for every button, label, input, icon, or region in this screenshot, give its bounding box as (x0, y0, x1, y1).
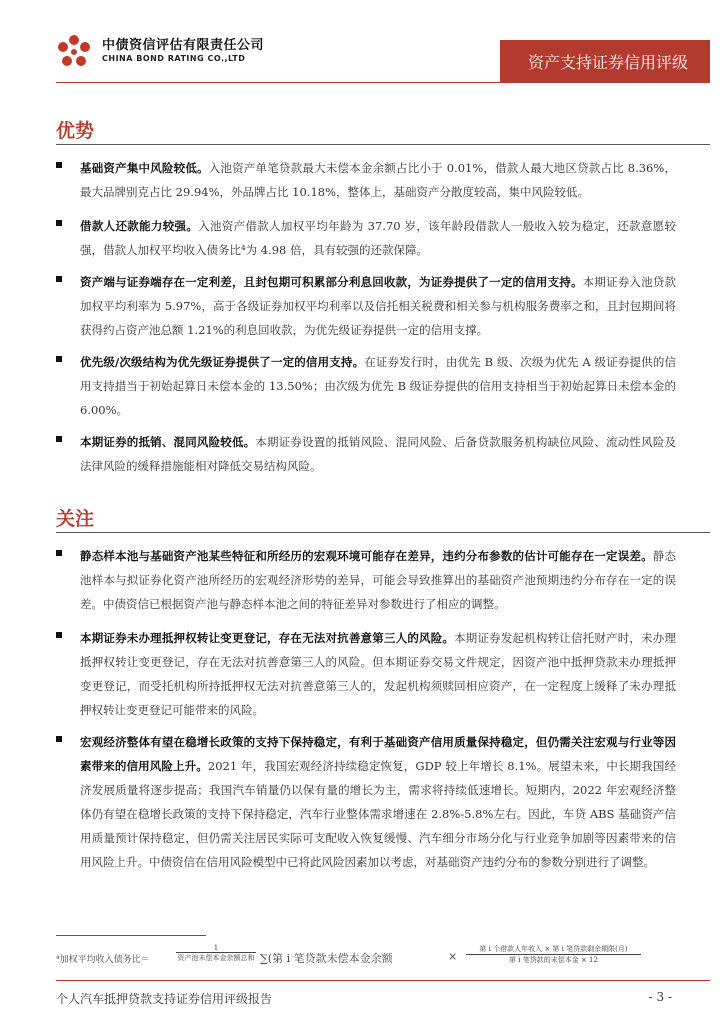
list-item (56, 626, 676, 722)
list-item (56, 544, 676, 616)
company-name-en: CHINA BOND RATING CO.,LTD (102, 54, 246, 63)
section-divider (56, 144, 710, 145)
item-lead: 静态样本池与基础资产池某些特征和所经历的宏观环境可能存在差异，违约分布参数的估计可能存在一定误差。 (80, 549, 653, 563)
item-body: 入池资产单笔贷款最大未偿本金余额占比小于 0.01%，借款人最大地区贷款占比 8.36%，最大品牌别克占比 29.94%，外品牌占比 10.18%，整体上，基础资产分散度较高，集中风险较低。 (80, 161, 677, 199)
item-lead: 宏观经济整体有望在稳增长政策的支持下保持稳定，有利于基础资产信用质量保持稳定，但仍需关注宏观与行业等因素带来的信用风险上升。 (80, 735, 676, 773)
bullet-icon (56, 632, 62, 638)
item-lead: 本期证券未办理抵押权转让变更登记，存在无法对抗善意第三人的风险。 (80, 631, 455, 645)
footer-divider (56, 980, 710, 981)
bullet-icon (56, 436, 62, 442)
report-type-banner (500, 40, 710, 82)
item-body: 本期证券发起机构转让信托财产时，未办理抵押权转让变更登记，存在无法对抗善意第三人的风险。但本期证券交易文件规定，因资产池中抵押贷款未办理抵押变更登记，而受托机构所持抵押权无法对抗善意第三人的，发起机构须赎回相应资产，在一定程度上缓释了未办理抵押权转让变更登记可能带来的风险。 (80, 631, 676, 717)
item-body: 本期证券设置的抵销风险、混同风险、后备贷款服务机构缺位风险、流动性风险及法律风险的缓释措施能相对降低交易结构风险。 (80, 435, 677, 473)
header-divider (56, 82, 710, 83)
bullet-icon (56, 356, 62, 362)
item-body: 静态池样本与拟证券化资产池所经历的宏观经济形势的差异，可能会导致推算出的基础资产池预期违约分布存在一定的误差。中债资信已根据资产池与静态样本池之间的特征差异对参数进行了相应的调整。 (80, 549, 677, 611)
bullet-icon (56, 220, 62, 226)
footer-doc-title: 个人汽车抵押贷款支持证券信用评级报告 (56, 992, 273, 1006)
item-body: 入池资产借款人加权平均年龄为 37.70 岁，该年龄段借款人一般收入较为稳定，还款意愿较强，借款人加权平均收入债务比⁴为 4.98 倍，具有较强的还款保障。 (80, 219, 677, 257)
formula-fraction (176, 944, 256, 963)
report-type-label: 资产支持证券信用评级 (527, 53, 688, 72)
page-number: - 3 - (648, 990, 672, 1004)
item-body: 2021 年，我国宏观经济持续稳定恢复，GDP 较上年增长 8.1%。展望未来，中长期我国经济发展质量将逐步提高；我国汽车销量仍以保有量的增长为主，需求将持续低速增长。短期内，2022 年宏观经济整体仍有望在稳增长政策的支持下保持稳定，汽车行业整体需求增速在 2.8%-5.8%左右。因此，车贷 ABS 基础资产信用质量预计保持稳定，但仍需关注居民实际可支配收入恢复缓慢、汽车细分市场分化与行业竞争加剧等因素带来的信用风险上升。中债资信在信用风险模型中已将此风险因素加以考虑，对基础资产违约分布的参数分别进行了调整。 (80, 759, 677, 869)
item-lead: 资产端与证券端存在一定利差，且封包期可积累部分利息回收款，为证券提供了一定的信用支持。 (80, 275, 583, 289)
formula-sum: ∑(第 i 笔贷款未偿本金余额 (260, 952, 393, 965)
formula-numerator: 第 i 个借款人年收入 × 第 i 笔贷款剩余期限(月) (466, 944, 641, 955)
footnote-divider (56, 935, 206, 936)
list-item (56, 430, 676, 478)
formula-numerator: 1 (176, 944, 256, 953)
footnote-label: ⁴加权平均收入债务比＝ (56, 955, 150, 965)
item-body: 本期证券入池贷款加权平均利率为 5.97%，高于各级证券加权平均利率以及信托相关税费和相关参与机构服务费率之和，且封包期间将获得约占资产池总额 1.21%的利息回收款，为优先级证券提供一定的信用支撑。 (80, 275, 677, 337)
section-title-concerns: 关注 (56, 508, 95, 530)
list-item (56, 214, 676, 262)
item-lead: 优先级/次级结构为优先级证券提供了一定的信用支持。 (80, 355, 365, 369)
footnote (56, 944, 656, 974)
formula-denominator: 第 i 笔贷款的未偿本金 × 12 (509, 956, 598, 964)
list-item (56, 156, 676, 204)
bullet-icon (56, 736, 62, 742)
section-divider (56, 532, 710, 533)
company-logo (56, 34, 276, 74)
list-item (56, 730, 676, 874)
list-item (56, 270, 676, 342)
item-lead: 基础资产集中风险较低。 (80, 161, 209, 175)
formula-denominator: 资产池未偿本金余额总和 (177, 954, 255, 962)
bullet-icon (56, 550, 62, 556)
formula-times: × (448, 950, 458, 963)
bullet-icon (56, 162, 62, 168)
company-logo-icon (56, 34, 92, 70)
item-body: 在证券发行时，由优先 B 级、次级为优先 A 级证券提供的信用支持措当于初始起算日未偿本金的 13.50%；由次级为优先 B 级证券提供的信用支持相当于初始起算日未偿本金的 6.00%。 (80, 355, 676, 417)
company-name-cn: 中债资信评估有限责任公司 (102, 38, 265, 53)
section-title-advantages: 优势 (56, 120, 95, 142)
item-lead: 本期证券的抵销、混同风险较低。 (80, 435, 256, 449)
item-lead: 借款人还款能力较强。 (80, 219, 199, 233)
list-item (56, 350, 676, 422)
formula-fraction (466, 944, 641, 965)
page-header (0, 0, 724, 100)
bullet-icon (56, 276, 62, 282)
